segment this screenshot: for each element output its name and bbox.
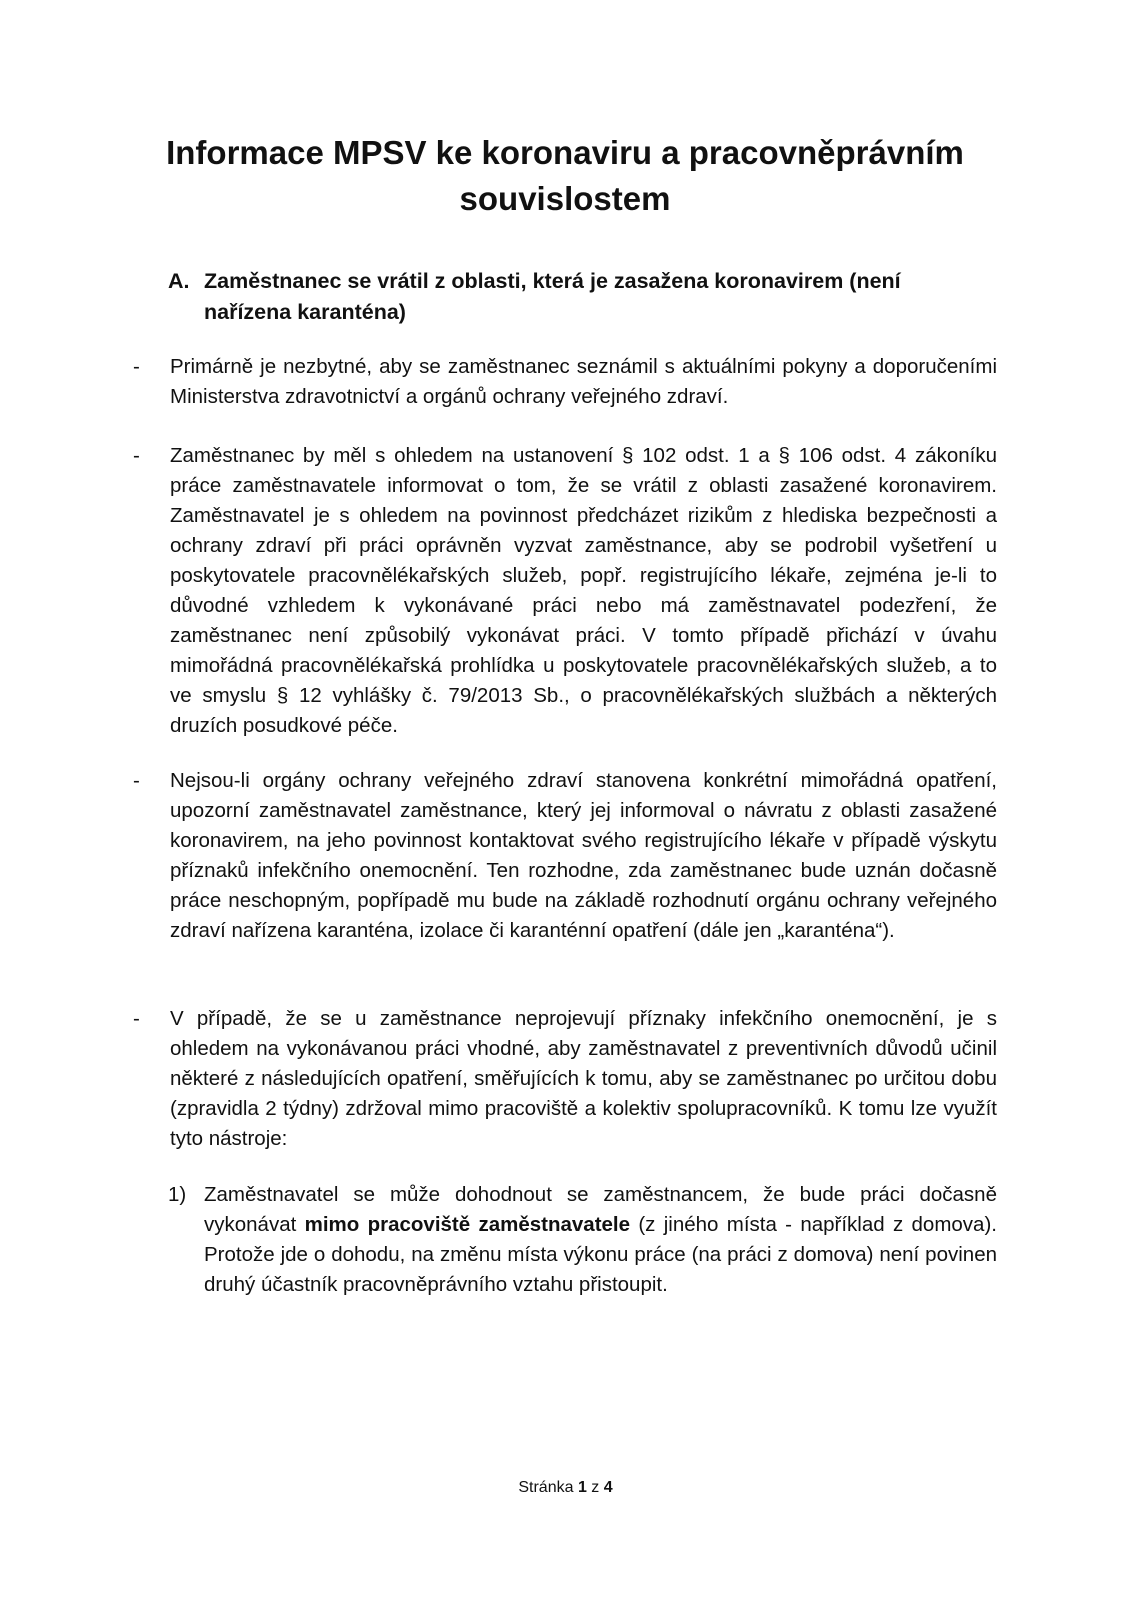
- subitem-text: [204, 1180, 997, 1300]
- list-item-text: Zaměstnanec by měl s ohledem na ustanovení § 102 odst. 1 a § 106 odst. 4 zákoníku práce zaměstnavatele informovat o tom, že se vrátil z oblasti zasažené koronavirem. Zaměstnavatel je s ohledem na povinnost předcházet rizikům z hlediska bezpečnosti a ochrany zdraví při práci oprávněn vyzvat zaměstnance, aby se podrobil vyšetření u poskytovatele pracovnělékařských služeb, popř. registrujícího lékaře, zejména je-li to důvodné vzhledem k vykonávané práci nebo má zaměstnavatel podezření, že zaměstnanec není způsobilý vykonávat práci. V tomto případě přichází v úvahu mimořádná pracovnělékařská prohlídka u poskytovatele pracovnělékařských služeb, a to ve smyslu § 12 vyhlášky č. 79/2013 Sb., o pracovnělékařských službách a některých druzích posudkové péče.: [170, 444, 997, 737]
- subitem-text-bold: mimo pracoviště zaměstnavatele: [304, 1213, 631, 1236]
- subitem-number: 1): [168, 1183, 187, 1206]
- section-heading-text: Zaměstnanec se vrátil z oblasti, která je zasažena koronavirem (není nařízena karanténa): [204, 269, 901, 324]
- subitem-text-after: (z jiného místa - například z domova). Protože jde o dohodu, na změnu místa výkonu práce (na práci z domova) není povinen druhý účastník pracovněprávního vztahu přistoupit.: [204, 1213, 997, 1296]
- bullet-dash: -: [133, 355, 140, 378]
- section-letter: A.: [168, 269, 190, 293]
- numbered-subitem: [168, 1180, 997, 1300]
- bullet-dash: -: [133, 444, 140, 467]
- list-item: [133, 766, 997, 946]
- footer-total-pages: 4: [603, 1479, 613, 1496]
- bullet-dash: -: [133, 769, 140, 792]
- bullet-dash: -: [133, 1007, 140, 1030]
- list-item: [133, 352, 997, 412]
- page-footer: [0, 1478, 1131, 1498]
- section-a-heading: [168, 266, 968, 328]
- footer-current-page: 1: [577, 1479, 587, 1496]
- list-item: [133, 441, 997, 741]
- footer-separator: z: [591, 1479, 600, 1496]
- subitem-text-before: Zaměstnavatel se může dohodnout se zaměstnancem, že bude práci dočasně vykonávat: [204, 1183, 997, 1236]
- document-title: Informace MPSV ke koronaviru a pracovněprávním souvislostem: [166, 134, 964, 217]
- list-item-text: Primárně je nezbytné, aby se zaměstnanec seznámil s aktuálními pokyny a doporučeními Ministerstva zdravotnictví a orgánů ochrany veřejného zdraví.: [170, 355, 997, 408]
- list-item-text: V případě, že se u zaměstnance neprojevují příznaky infekčního onemocnění, je s ohledem na vykonávanou práci vhodné, aby zaměstnavatel z preventivních důvodů učinil některé z následujících opatření, směřujících k tomu, aby se zaměstnanec po určitou dobu (zpravidla 2 týdny) zdržoval mimo pracoviště a kolektiv spolupracovníků. K tomu lze využít tyto nástroje:: [170, 1007, 997, 1150]
- list-item-text: Nejsou-li orgány ochrany veřejného zdraví stanovena konkrétní mimořádná opatření, upozorní zaměstnavatel zaměstnance, který jej informoval o návratu z oblasti zasažené koronavirem, na jeho povinnost kontaktovat svého registrujícího lékaře v případě výskytu příznaků infekčního onemocnění. Ten rozhodne, zda zaměstnanec bude uznán dočasně práce neschopným, popřípadě mu bude na základě rozhodnutí orgánu ochrany veřejného zdraví nařízena karanténa, izolace či karanténní opatření (dále jen „karanténa“).: [170, 769, 997, 942]
- list-item: [133, 1004, 997, 1154]
- footer-label: Stránka: [518, 1479, 574, 1496]
